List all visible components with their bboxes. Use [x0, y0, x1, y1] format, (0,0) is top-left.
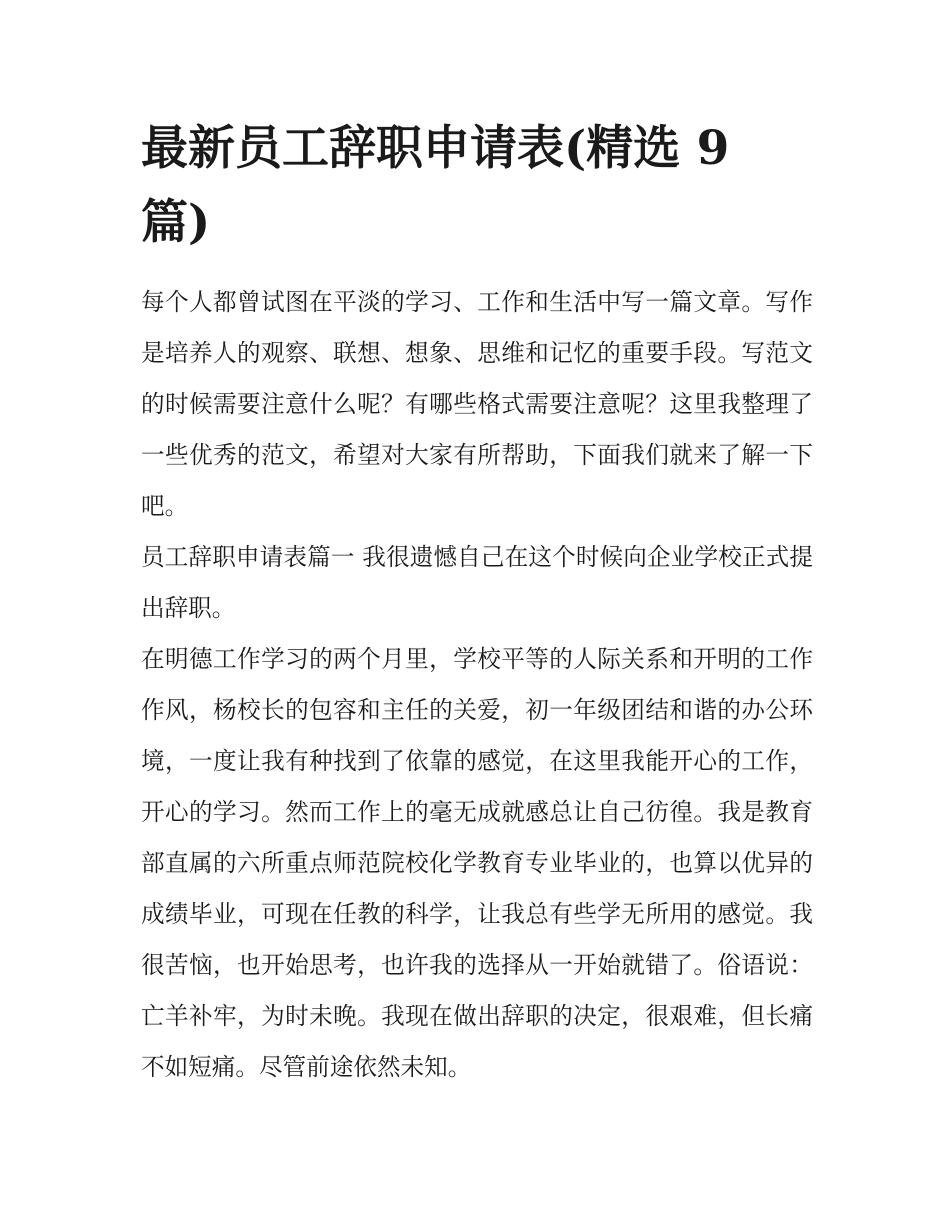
document-title: 最新员工辞职申请表(精选 9 篇): [141, 121, 730, 250]
section-one-heading-paragraph: 员工辞职申请表篇一 我很遗憾自己在这个时候向企业学校正式提出辞职。: [141, 543, 813, 622]
document-body: [141, 277, 813, 1093]
body-paragraph: 在明德工作学习的两个月里，学校平等的人际关系和开明的工作作风，杨校长的包容和主任的关爱，初一年级团结和谐的办公环境，一度让我有种找到了依靠的感觉，在这里我能开心的工作，开心的学习。然而工作上的毫无成就感总让自己彷徨。我是教育部直属的六所重点师范院校化学教育专业毕业的，也算以优异的成绩毕业，可现在任教的科学，让我总有些学无所用的感觉。我很苦恼，也开始思考，也许我的选择从一开始就错了。俗语说：亡羊补牢，为时未晚。我现在做出辞职的决定，很艰难，但长痛不如短痛。尽管前途依然未知。: [141, 645, 813, 1081]
intro-paragraph: 每个人都曾试图在平淡的学习、工作和生活中写一篇文章。写作是培养人的观察、联想、想象、思维和记忆的重要手段。写范文的时候需要注意什么呢？有哪些格式需要注意呢？这里我整理了一些优秀的范文，希望对大家有所帮助，下面我们就来了解一下吧。: [141, 288, 813, 520]
document-page: [141, 112, 813, 1093]
